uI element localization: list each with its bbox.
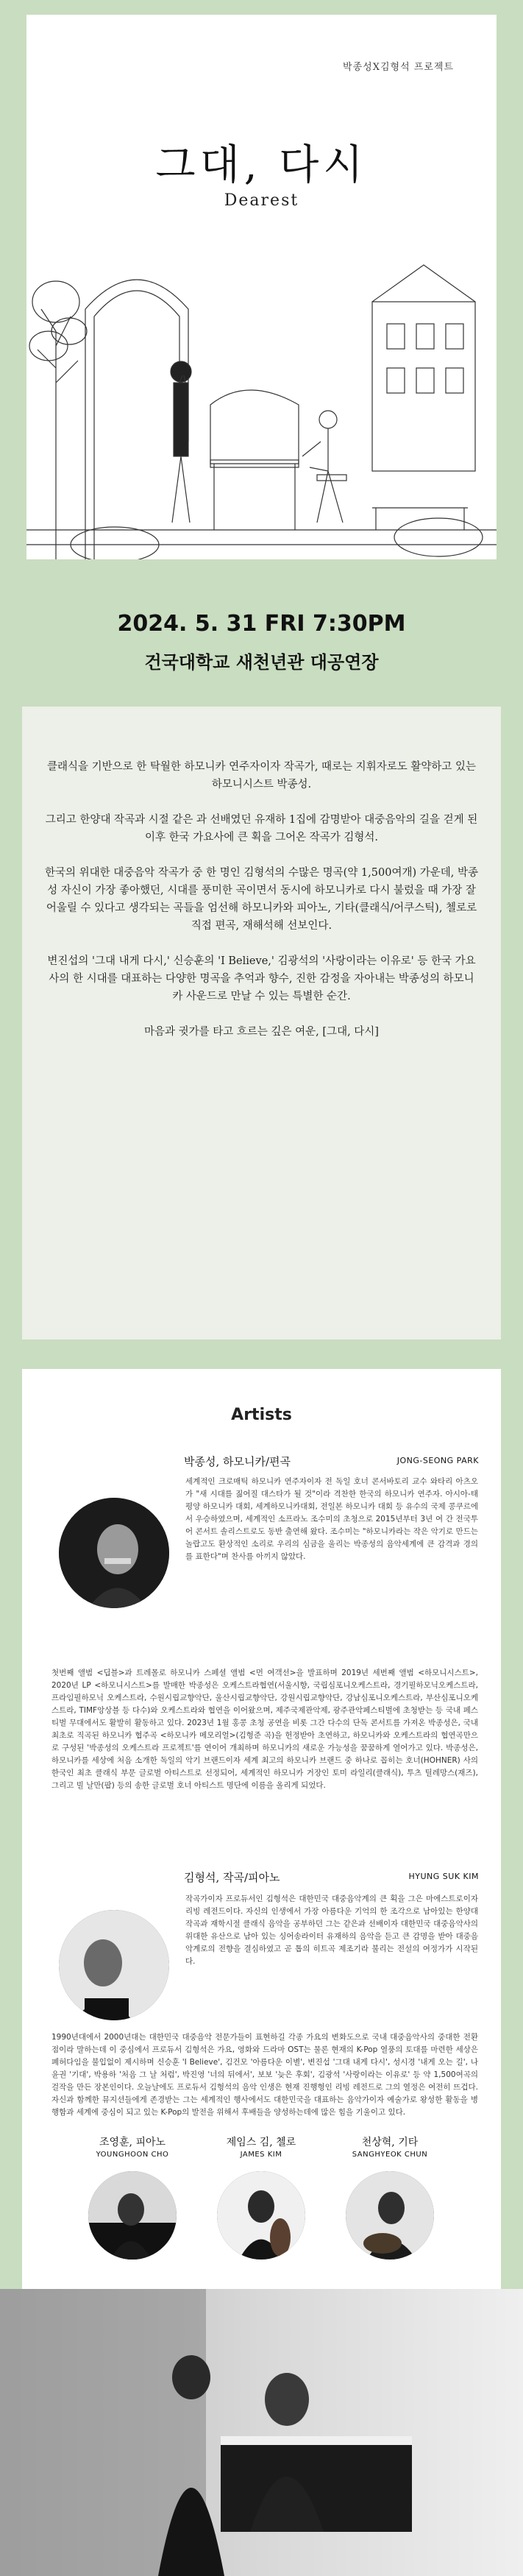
artists-section-members [22, 2245, 501, 2289]
artists-heading: Artists [231, 1406, 292, 1424]
member-english-chun: SANGHYEOK CHUN [352, 2151, 428, 2159]
intro-box [22, 707, 501, 1340]
intro-paragraph: 마음과 귓가를 타고 흐르는 깊은 여운, [그대, 다시] [144, 1026, 379, 1038]
kim-english-name: HYUNG SUK KIM [408, 1872, 479, 1881]
member-name-james: 제임스 김, 첼로 [226, 2137, 296, 2148]
park-portrait [59, 1498, 169, 1608]
concert-venue: 건국대학교 새천년관 대공연장 [144, 652, 379, 673]
intro-paragraph: 한국의 위대한 대중음악 작곡가 중 한 명인 김형석의 수많은 명곡(약 1,500여개) 가운데, 박종성 자신이 가장 좋아했던, 시대를 풍미한 곡이면서 동시에 하모니카로 다시 불렀을 때 가장 잘 어울릴 수 있다고 생각되는 곡들을 엄선해 하모니카와 피아노, 기타(클래식/어쿠스틱), 첼로로 직접 편곡, 재해석해 선보인다. [45, 867, 478, 932]
intro-paragraph: 변진섭의 '그대 내게 다시,' 신승훈의 'I Believe,' 김광석의 '사랑이라는 이유로' 등 한국 가요사의 한 시대를 대표하는 다양한 명곡을 추억과 향수, 진한 감정을 자아내는 박종성의 하모니카 사운드로 만날 수 있는 특별한 순간. [47, 955, 476, 1002]
presenter-label: 박종성X김형석 프로젝트 [343, 62, 454, 73]
member-english-james: JAMES KIM [240, 2151, 282, 2159]
kim-portrait [59, 1910, 169, 2020]
intro-paragraph: 그리고 한양대 작곡과 시절 같은 과 선배였던 유재하 1집에 감명받아 대중음악의 길을 걷게 된 이후 한국 가요사에 큰 획을 그어온 작곡가 김형석. [45, 814, 478, 843]
park-bio-long: 첫번째 앨범 <딥블>과 트레몰로 하모니카 스페셜 앨범 <먼 여객선>을 발표하며 2019년 세번째 앨범 <하모니시스트>, 2020년 LP <하모니시스트>를 발매한 박종성은 오케스트라협연(서울시향, 국립심포니오케스트라, 경기필하모닉오케스트라, 프라임필하모닉 오케스트라, 수원시립교향악단, 울산시립교향악단, 강원시립교향악단, 강남심포니오케스트라, 부산심포니오케스트라, TIMF앙상블 등 다수)와 오케스트라와 협연을 이어왔으며, 제주국제관악제, 광주관악페스티벌에 초청받는 등 국내 페스티벌 무대에서도 활발히 활동하고 있다. 2023년 1월 홍콩 초청 공연을 비롯 그간 다수의 단독 콘서트를 가져온 박종성은, 국내 최초로 직곡된 하모니카 협주곡 <하모니카 메모리얼>(김형준 곡)을 헌정받아 초연하고, 하모니카와 오케스트라의 협연곡만으로 구성된 '박종성의 오케스트라 프로젝트'를 연이어 개최하며 하모니카의 새로운 가능성을 꿈꿈하게 열어가고 있다. 박종성은, 하모니카를 세상에 처음 소개한 독일의 악기 브랜드이자 세계 최고의 하모니카 브랜드 중 하나로 꼽히는 호너(HOHNER) 사의 한국인 최초 클래식 부문 글로벌 아티스트로 선정되어, 세계적인 하모니카 거장인 토미 라일리(클래식), 투츠 틸레망스(재즈), 그리고 빌 날만(팝) 등의 송한 글로벌 호너 아티스트 명단에 이름을 올리게 되었다. [51, 1669, 478, 1790]
poster-illustration [26, 221, 497, 559]
park-name: 박종성, 하모니카/편곡 [184, 1455, 291, 1468]
park-english-name: JONG-SEONG PARK [396, 1456, 479, 1465]
park-bio-short: 세계적인 크로매틱 하모니카 연주자이자 전 독일 호너 콘서바토리 교수 와타리 아츠오가 "새 시대를 짊어질 대스타가 될 것"이라 격찬한 한국의 하모니카 연주자. 아시아-태평양 하모니카 대회, 세계하모니카대회, 전일본 하모니카 대회 등 유수의 국제 콩쿠르에서 우승하였으며, 세계적인 소프라노 조수미의 초청으로 2015년부터 3년 여 간 전국투어 콘서트 솔리스트로도 동반 출연해 왔다. 조수미는 "하모니카라는 작은 악기로 만드는 놀랍고도 환상적인 소리로 우리의 심금을 울리는 박종성의 음악세계에 큰 감격과 경의를 표한다"며 찬사를 아끼지 않았다. [185, 1477, 478, 1561]
member-english-cho: YOUNGHOON CHO [96, 2151, 169, 2159]
member-name-cho: 조영훈, 피아노 [99, 2137, 166, 2148]
park-portrait-image [59, 1498, 169, 1608]
kim-bio-short: 작곡가이자 프로듀서인 김형석은 대한민국 대중음악계의 큰 획을 그은 마에스트로이자 리빙 레전드이다. 자신의 인생에서 가장 아름다운 기억의 한 조각으로 남아있는 한양대 작곡과 재학시절 클래식 음악을 공부하던 그는 같은과 선배이자 대한민국 대중음악사의 위대한 유산으로 남아 있는 싱어송라이터 유재하의 음악을 듣고 큰 감명을 받아 대중음악계로의 전향을 결심하였고 곧 톱의 히트곡 제조기라 불리는 전설의 여정가가 시작된다. [185, 1894, 478, 1966]
concert-title: 그대, 다시 [155, 141, 368, 189]
intro-paragraph: 클래식을 기반으로 한 탁월한 하모니카 연주자이자 작곡가, 때로는 지휘자로도 활약하고 있는 하모니시스트 박종성. [47, 761, 476, 790]
kim-portrait-image [59, 1910, 169, 2020]
artists-section [22, 1369, 501, 2252]
poster-card [26, 15, 497, 559]
kim-name: 김형석, 작곡/피아노 [184, 1871, 280, 1884]
performance-photo [0, 2289, 523, 2576]
bottom-photo [0, 2289, 523, 2576]
kim-bio-long: 1990년대에서 2000년대는 대한민국 대중음악 전문가들이 표현하길 각종 가요의 변화도으로 국내 대중음악사의 중대한 전환점이라 말하는데 이 중심에서 프로듀서 김형석은 가요, 영화와 드라마 OST는 물론 현재의 K-Pop 열풍의 토대를 마련한 세상은 폐허다임을 불입없이 제시하며 신승훈 'I Believe', 김건모 '아름다운 이별', 변진섭 '그대 내게 다시', 성시경 '내게 오는 길', 나윤권 '기대', 박용하 '처음 그 날 처럼', 박진영 '너의 뒤에서', 보보 '늦은 후회', 김광석 '사랑이라는 이유로' 등 약 1,500여곡의 걸작을 만든 장본인이다. 오늘날에도 프로듀서 김형석의 음악 인생은 현재 진행형인 리빙 레전드로 그의 열정은 여전히 뜨겁다. 자신과 함께한 뮤지션들에게 존경받는 그는 세계적인 행사에서도 대한민국을 대표하는 음악가이자 예술가로 왕성한 활동을 병행함과 세계에 중심이 되고 있는 K-Pop의 발전을 위해서 후배들을 양성하는데에 많은 힘을 기울이고 있다. [51, 2033, 478, 2117]
concert-date-time: 2024. 5. 31 FRI 7:30PM [117, 611, 406, 637]
member-name-chun: 천상혁, 기타 [361, 2137, 419, 2148]
concert-subtitle: Dearest [224, 191, 299, 210]
